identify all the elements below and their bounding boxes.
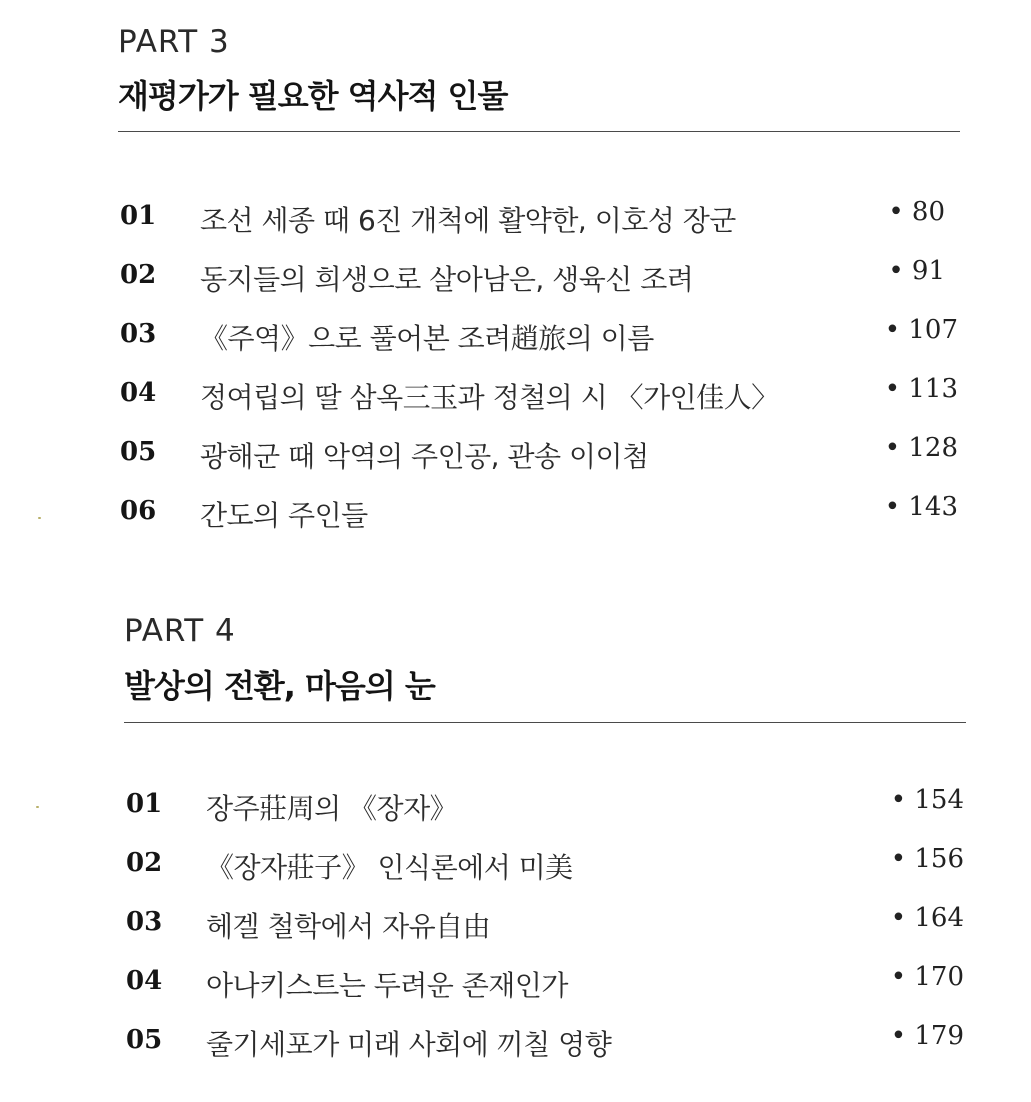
- toc-entry[interactable]: [126, 903, 964, 943]
- entry-number: 03: [126, 907, 163, 937]
- part-3-label: PART 3: [118, 24, 230, 60]
- toc-entry[interactable]: [120, 197, 945, 237]
- entry-title: 조선 세종 때 6진 개척에 활약한, 이호성 장군: [200, 204, 736, 237]
- entry-number: 01: [126, 789, 163, 819]
- entry-title: 장주莊周의 《장자》: [206, 792, 458, 825]
- scan-speck: [38, 517, 41, 519]
- entry-title: 《장자莊子》 인식론에서 미美: [206, 851, 573, 884]
- entry-title: 《주역》으로 풀어본 조려趙旅의 이름: [200, 322, 654, 355]
- toc-entry[interactable]: [120, 433, 958, 473]
- entry-page: • 156: [890, 844, 964, 874]
- entry-number: 06: [120, 496, 157, 526]
- toc-entry[interactable]: [120, 492, 958, 532]
- entry-number: 05: [120, 437, 157, 467]
- toc-entry[interactable]: [126, 962, 964, 1002]
- entry-page: • 143: [884, 492, 958, 522]
- scan-speck: [36, 806, 39, 808]
- entry-number: 04: [126, 966, 163, 996]
- entry-page: • 154: [890, 785, 964, 815]
- part-4-label: PART 4: [124, 613, 236, 649]
- entry-title: 광해군 때 악역의 주인공, 관송 이이첨: [200, 440, 649, 473]
- entry-title: 줄기세포가 미래 사회에 끼칠 영향: [206, 1028, 612, 1061]
- part-4-title: 발상의 전환, 마음의 눈: [124, 667, 435, 705]
- entry-number: 02: [126, 848, 163, 878]
- entry-number: 05: [126, 1025, 163, 1055]
- entry-page: • 80: [888, 197, 945, 227]
- toc-entry[interactable]: [126, 844, 964, 884]
- entry-title: 동지들의 희생으로 살아남은, 생육신 조려: [200, 263, 694, 296]
- part-3-divider: [118, 131, 960, 132]
- toc-entry[interactable]: [120, 256, 945, 296]
- entry-number: 04: [120, 378, 157, 408]
- entry-number: 02: [120, 260, 157, 290]
- entry-page: • 91: [888, 256, 945, 286]
- entry-title: 정여립의 딸 삼옥三玉과 정철의 시 〈가인佳人〉: [200, 381, 779, 414]
- toc-entry[interactable]: [120, 374, 958, 414]
- entry-number: 03: [120, 319, 157, 349]
- entry-page: • 107: [884, 315, 958, 345]
- entry-title: 아나키스트는 두려운 존재인가: [206, 969, 568, 1002]
- entry-title: 헤겔 철학에서 자유自由: [206, 910, 491, 943]
- part-3-title: 재평가가 필요한 역사적 인물: [118, 77, 508, 115]
- toc-entry[interactable]: [126, 785, 964, 825]
- entry-page: • 164: [890, 903, 964, 933]
- entry-page: • 128: [884, 433, 958, 463]
- part-4-divider: [124, 722, 966, 723]
- entry-page: • 170: [890, 962, 964, 992]
- toc-entry[interactable]: [120, 315, 958, 355]
- toc-entry[interactable]: [126, 1021, 964, 1061]
- entry-number: 01: [120, 201, 157, 231]
- entry-page: • 179: [890, 1021, 964, 1051]
- entry-page: • 113: [884, 374, 958, 404]
- entry-title: 간도의 주인들: [200, 499, 368, 532]
